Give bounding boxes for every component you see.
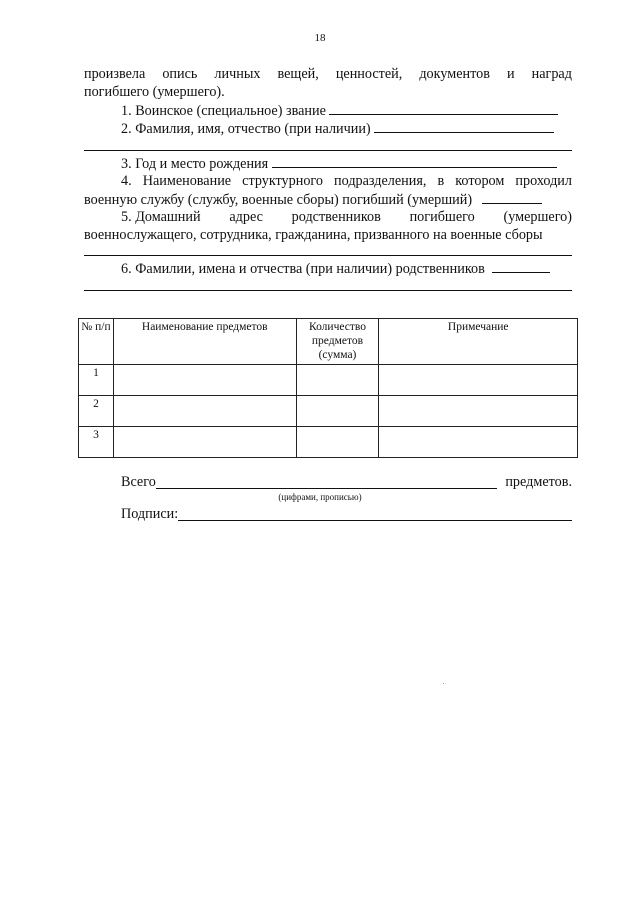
header-item-name: Наименование предметов (113, 319, 296, 365)
row-number: 2 (79, 396, 114, 427)
word: 4. (121, 173, 132, 189)
table-row (79, 396, 578, 427)
header-quantity: Количество предметов (сумма) (296, 319, 379, 365)
word: ценностей, (335, 66, 403, 82)
field-name-row (121, 119, 572, 138)
word: погибшего (409, 209, 475, 225)
row-number: 3 (79, 427, 114, 458)
word: родственников (291, 209, 381, 225)
field-unit-label: военную службу (службу, военные сборы) погибший (умерший) (84, 192, 473, 208)
word: наград (531, 66, 572, 82)
field-address-line-2: военнослужащего, сотрудника, гражданина, призванного на военные сборы (84, 227, 543, 243)
field-birth-label: 3. Год и место рождения (121, 156, 269, 172)
row-quantity-cell[interactable] (296, 365, 379, 396)
word: 5. Домашний (121, 209, 201, 225)
items-table (78, 318, 578, 458)
word: в (437, 173, 445, 189)
row-note-cell[interactable] (379, 365, 578, 396)
field-rank-label: 1. Воинское (специальное) звание (121, 103, 326, 119)
table-row (79, 427, 578, 458)
word: котором (455, 173, 505, 189)
word: документов (419, 66, 490, 82)
word: структурного (242, 173, 323, 189)
intro-line-1 (84, 65, 572, 83)
signatures-blank[interactable] (178, 507, 572, 521)
header-number: № п/п (79, 319, 114, 365)
word: личных (214, 66, 261, 82)
total-row (121, 474, 572, 491)
row-quantity-cell[interactable] (296, 427, 379, 458)
header-note: Примечание (379, 319, 578, 365)
word: опись (162, 66, 198, 82)
word: вещей, (277, 66, 319, 82)
total-blank[interactable] (156, 475, 498, 489)
word: проходил (515, 173, 572, 189)
field-unit-line-2 (84, 190, 572, 209)
scan-speck (443, 683, 444, 684)
field-unit-line-1 (121, 172, 572, 190)
word: (умершего) (503, 209, 572, 225)
field-name-label: 2. Фамилия, имя, отчество (при наличии) (121, 121, 371, 137)
total-hint: (цифрами, прописью) (278, 492, 362, 502)
field-rank-blank[interactable] (329, 101, 558, 115)
page-number: 18 (314, 32, 326, 44)
row-item-name-cell[interactable] (113, 396, 296, 427)
row-number: 1 (79, 365, 114, 396)
field-address-blank[interactable] (84, 255, 572, 256)
signatures-row (121, 506, 572, 523)
word: и (506, 66, 515, 82)
field-address-line-1 (121, 208, 572, 226)
field-unit-blank[interactable] (482, 190, 542, 204)
table-header-row (79, 319, 578, 365)
field-birth-row (121, 154, 572, 173)
field-rank-row (121, 101, 572, 120)
row-quantity-cell[interactable] (296, 396, 379, 427)
row-item-name-cell[interactable] (113, 427, 296, 458)
row-note-cell[interactable] (379, 396, 578, 427)
total-suffix: предметов. (505, 474, 572, 490)
field-relatives-row (121, 259, 572, 278)
field-name-blank[interactable] (374, 119, 554, 133)
field-relatives-blank-line-2[interactable] (84, 290, 572, 291)
row-note-cell[interactable] (379, 427, 578, 458)
field-relatives-blank[interactable] (492, 259, 550, 273)
intro-line-2: погибшего (умершего). (84, 84, 225, 100)
word: подразделения, (334, 173, 427, 189)
field-name-blank-line-2[interactable] (84, 150, 572, 151)
word: Наименование (142, 173, 232, 189)
signatures-label: Подписи: (121, 506, 179, 522)
table-row (79, 365, 578, 396)
word: адрес (229, 209, 263, 225)
row-item-name-cell[interactable] (113, 365, 296, 396)
word: произвела (84, 66, 146, 82)
field-birth-blank[interactable] (272, 154, 557, 168)
field-relatives-label: 6. Фамилии, имена и отчества (при наличии) родственников (121, 261, 485, 277)
total-label: Всего (121, 474, 156, 490)
